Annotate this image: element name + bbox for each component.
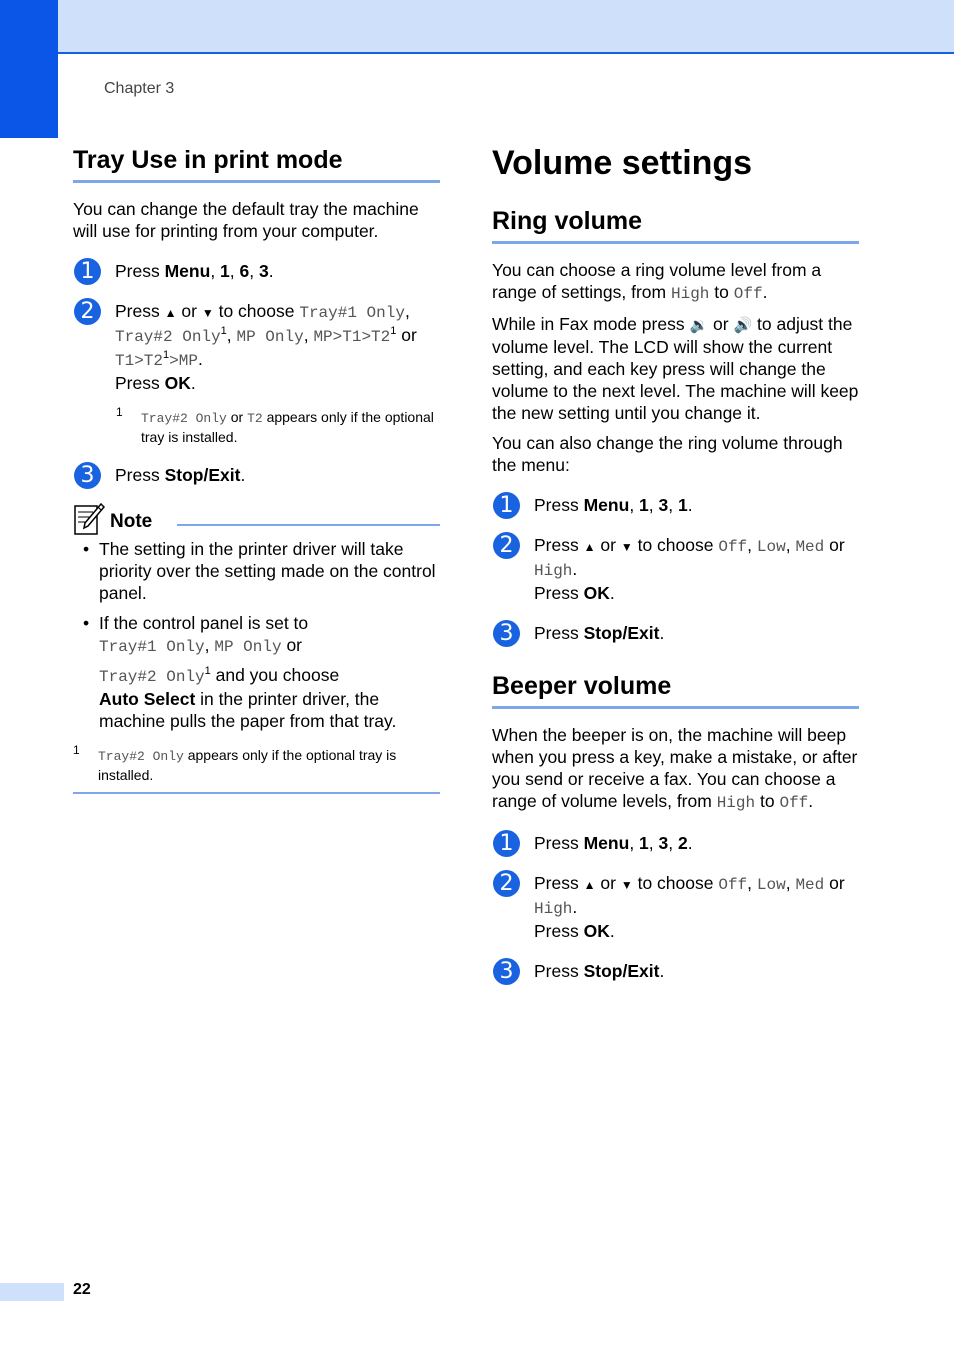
- note-pencil-icon: [73, 502, 105, 536]
- section-title-ring: Ring volume: [492, 207, 859, 244]
- step-number: 3: [74, 462, 101, 489]
- beeper-intro: When the beeper is on, the machine will beep when you press a key, make a mistake, or after you send or receive a fax. You can choose a range of volume levels, from High to Off.: [492, 725, 858, 812]
- ring-step-1: 1 Press Menu, 1, 3, 1.: [492, 494, 859, 516]
- volume-down-icon: 🔉: [689, 316, 709, 334]
- beeper-step-2: 2 Press ▲ or ▼ to choose Off, Low, Med or High. Press OK.: [492, 872, 859, 942]
- ring-step-3: 3 Press Stop/Exit.: [492, 622, 859, 644]
- step-number: 1: [493, 492, 520, 519]
- step-1: 1 Press Menu, 1, 6, 3.: [73, 260, 440, 282]
- note-bullet-2: • If the control panel is set to Tray#1 Only, MP Only or Tray#2 Only$^1$ and you choose Auto Select in the printer driver, the machine pulls the paper from that tray.: [83, 613, 397, 731]
- left-column: [73, 140, 440, 794]
- footer-bar: [0, 1283, 64, 1301]
- step-number: 2: [493, 532, 520, 559]
- step-number: 3: [493, 958, 520, 985]
- note-bullet-1: • The setting in the printer driver will take priority over the setting made on the control panel.: [83, 539, 436, 603]
- ring-intro: You can choose a ring volume level from a range of settings, from High to Off.: [492, 260, 822, 303]
- page-title: Volume settings: [492, 144, 753, 182]
- volume-up-icon: 🔊: [733, 316, 753, 334]
- section-title-beeper: Beeper volume: [492, 672, 859, 709]
- step-number: 1: [74, 258, 101, 285]
- note-footnote: 1 Tray#2 Only appears only if the optional tray is installed.: [73, 743, 397, 783]
- section-title-tray: Tray Use in print mode: [73, 146, 440, 183]
- down-arrow-icon: ▼: [201, 306, 214, 320]
- ring-fax-mode: While in Fax mode press 🔉 or 🔊 to adjust the volume level. The LCD will show the current setting, and each key press will change the volume to the next level. The machine will keep the new setting until you change it.: [492, 314, 859, 423]
- step-number: 3: [493, 620, 520, 647]
- header-band: [0, 0, 954, 54]
- ring-step-2: 2 Press ▲ or ▼ to choose Off, Low, Med or High. Press OK.: [492, 534, 859, 604]
- step-number: 1: [493, 830, 520, 857]
- up-arrow-icon: ▲: [164, 306, 177, 320]
- note-divider: [177, 524, 440, 526]
- footnote: 1 Tray#2 Only or T2 appears only if the optional tray is installed.: [116, 405, 434, 445]
- up-arrow-icon: ▲: [583, 540, 596, 554]
- beeper-step-1: 1 Press Menu, 1, 3, 2.: [492, 832, 859, 854]
- beeper-step-3: 3 Press Stop/Exit.: [492, 960, 859, 982]
- page-number: 22: [73, 1281, 91, 1298]
- chapter-tab: [0, 0, 58, 138]
- down-arrow-icon: ▼: [620, 540, 633, 554]
- note-box: [73, 502, 440, 794]
- step-3: 3 Press Stop/Exit.: [73, 464, 440, 486]
- step-2: 2 Press ▲ or ▼ to choose Tray#1 Only, Tray#2 Only$^1$, MP Only, $MP>T1>T2^1$ or $T1>T2^1>MP$. Press OK.: [73, 300, 440, 394]
- right-column: [492, 140, 859, 982]
- chapter-label: Chapter 3: [104, 80, 175, 97]
- step-number: 2: [74, 298, 101, 325]
- step-number: 2: [493, 870, 520, 897]
- up-arrow-icon: ▲: [583, 878, 596, 892]
- note-header: [73, 502, 440, 536]
- ring-menu-intro: You can also change the ring volume through the menu:: [492, 433, 843, 475]
- note-label: Note: [110, 511, 153, 532]
- down-arrow-icon: ▼: [620, 878, 633, 892]
- tray-intro: You can change the default tray the machine will use for printing from your computer.: [73, 199, 419, 241]
